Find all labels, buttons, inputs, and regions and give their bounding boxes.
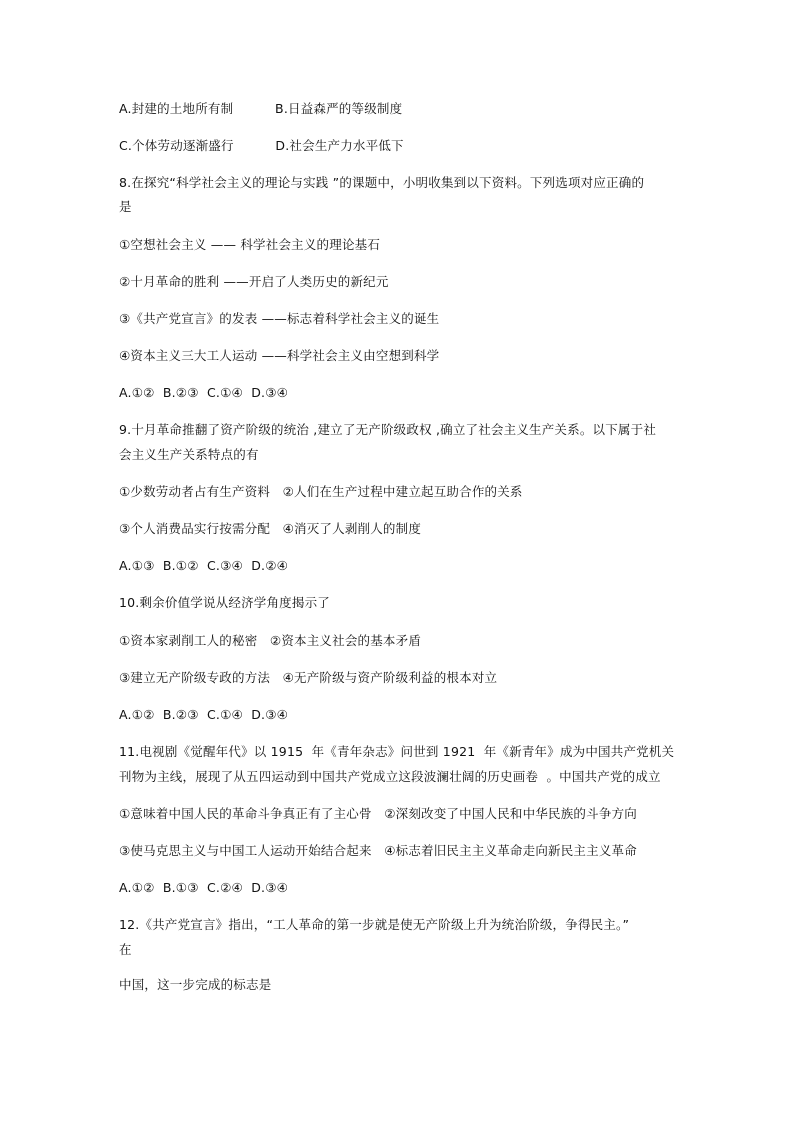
q11-stem-line-2: 刊物为主线，展现了从五四运动到中国共产党成立这段波澜壮阔的历史画卷 。中国共产党的成立	[119, 769, 661, 784]
q8-item-3: ③《共产党宣言》的发表 ——标志着科学社会主义的诞生	[119, 311, 440, 326]
q11-stem-line-1: 11.电视剧《觉醒年代》以 1915 年《青年杂志》问世到 1921 年《新青年》成为中国共产党机关	[119, 744, 675, 759]
q9-items-12: ①少数劳动者占有生产资料 ②人们在生产过程中建立起互助合作的关系	[119, 484, 523, 499]
q11-items-12: ①意味着中国人民的革命斗争真正有了主心骨 ②深刻改变了中国人民和中华民族的斗争方向	[119, 806, 637, 821]
q8-item-1: ①空想社会主义 —— 科学社会主义的理论基石	[119, 237, 381, 252]
q9-answers: A.①③ B.①② C.③④ D.②④	[119, 558, 289, 573]
q11-answers: A.①② B.①③ C.②④ D.③④	[119, 880, 289, 895]
q7-options-ab: A.封建的土地所有制 B.日益森严的等级制度	[119, 101, 403, 116]
q12-stem-line-2: 在	[119, 942, 132, 957]
q9-stem-line-2: 会主义生产关系特点的有	[119, 447, 259, 462]
q8-stem-line-1: 8.在探究“科学社会主义的理论与实践 ”的课题中，小明收集到以下资料。下列选项对应正确的	[119, 175, 645, 190]
q12-stem-line-3: 中国，这一步完成的标志是	[119, 977, 272, 992]
q9-items-34: ③个人消费品实行按需分配 ④消灭了人剥削人的制度	[119, 521, 422, 536]
q10-answers: A.①② B.②③ C.①④ D.③④	[119, 707, 289, 722]
q10-stem: 10.剩余价值学说从经济学角度揭示了	[119, 595, 330, 610]
q8-stem-line-2: 是	[119, 199, 132, 214]
q8-item-2: ②十月革命的胜利 ——开启了人类历史的新纪元	[119, 274, 389, 289]
q9-stem-line-1: 9.十月革命推翻了资产阶级的统治 ,建立了无产阶级政权 ,确立了社会主义生产关系。以下属于社	[119, 422, 657, 437]
q7-options-cd: C.个体劳动逐渐盛行 D.社会生产力水平低下	[119, 138, 404, 153]
q10-items-12: ①资本家剥削工人的秘密 ②资本主义社会的基本矛盾	[119, 633, 422, 648]
q8-item-4: ④资本主义三大工人运动 ——科学社会主义由空想到科学	[119, 348, 440, 363]
q11-items-34: ③使马克思主义与中国工人运动开始结合起来 ④标志着旧民主主义革命走向新民主主义革命	[119, 843, 637, 858]
q10-items-34: ③建立无产阶级专政的方法 ④无产阶级与资产阶级利益的根本对立	[119, 670, 498, 685]
q8-answers: A.①② B.②③ C.①④ D.③④	[119, 385, 289, 400]
q12-stem-line-1: 12.《共产党宣言》指出，“工人革命的第一步就是使无产阶级上升为统治阶级，争得民主。”	[119, 917, 630, 932]
